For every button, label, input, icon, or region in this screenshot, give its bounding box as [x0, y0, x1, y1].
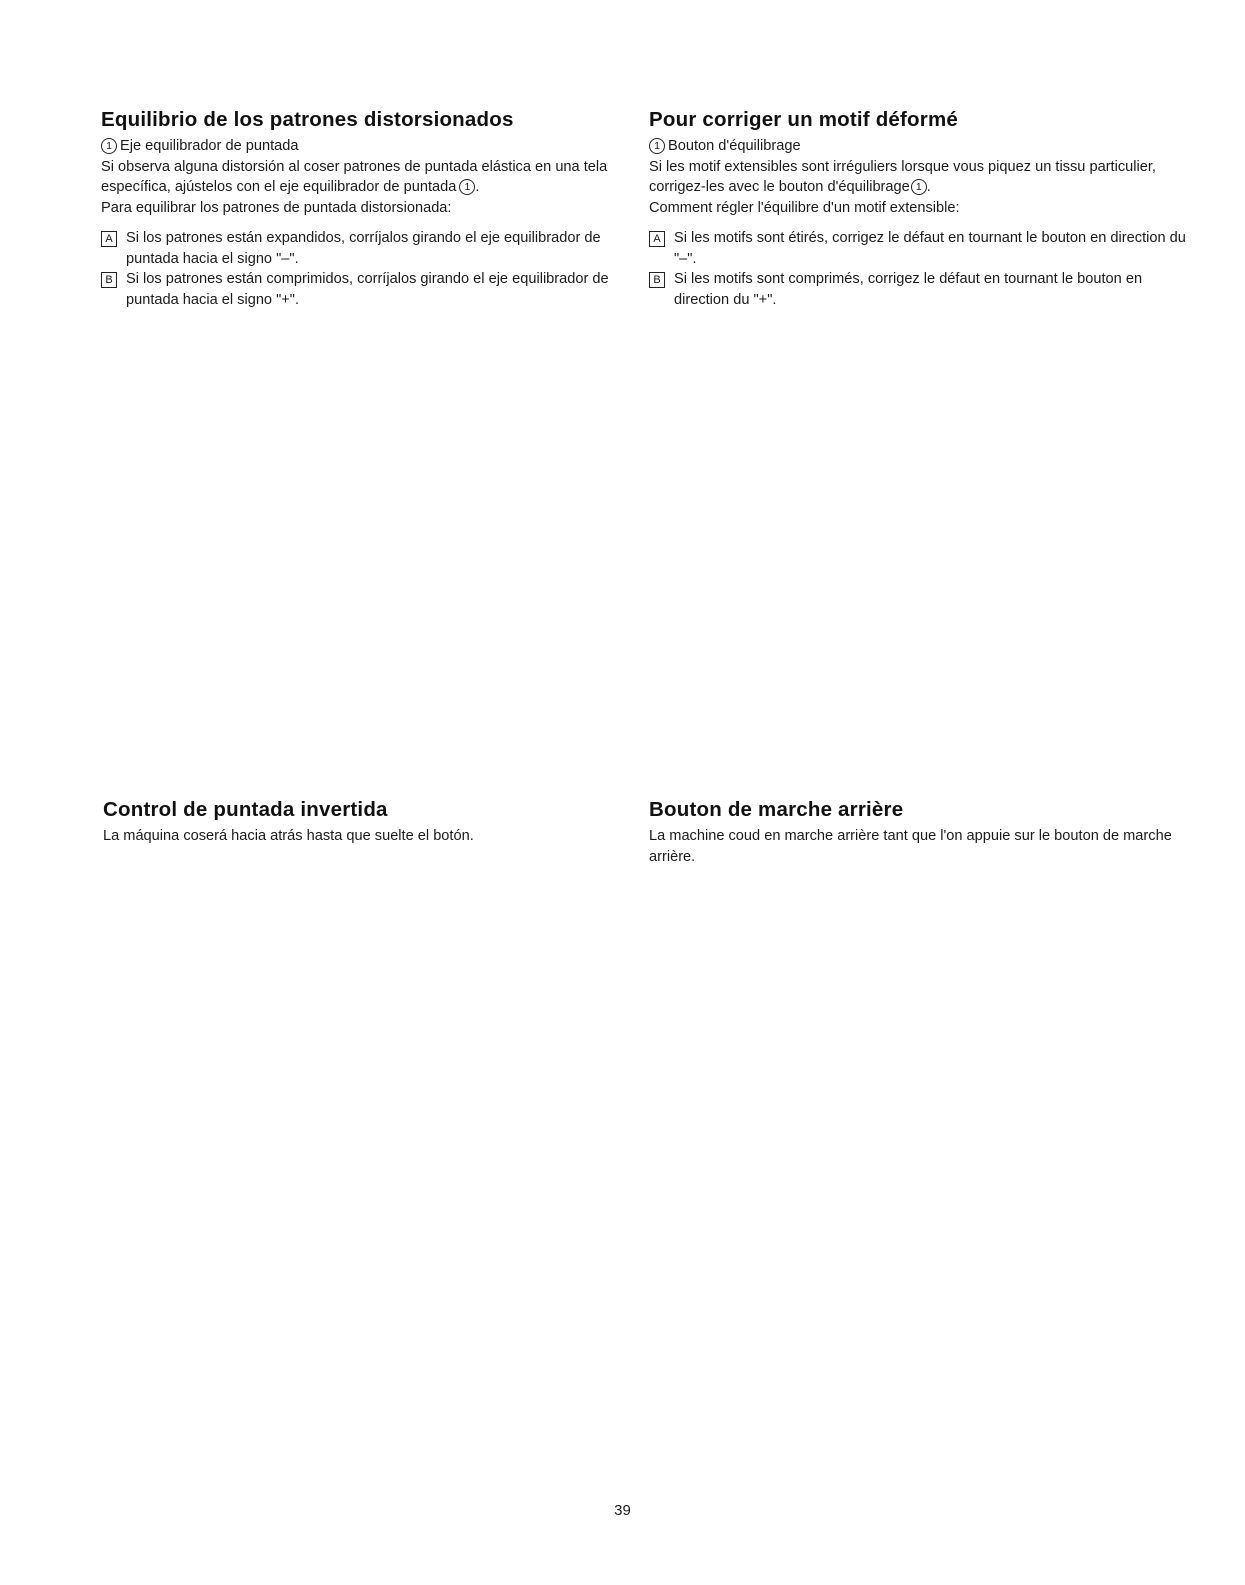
section-text: La machine coud en marche arrière tant que l'on appuie sur le bouton de marche arrière.: [649, 828, 1172, 865]
spanish-reverse-section: [103, 798, 623, 847]
item-text: Si les motifs sont étirés, corrigez le défaut en tournant le bouton en direction du "–".: [674, 230, 1186, 267]
section-title: Pour corriger un motif déformé: [649, 108, 958, 131]
intro-callout: 1: [911, 179, 927, 195]
callout-line: [101, 136, 621, 157]
callout-line: [649, 136, 1189, 157]
intro-paragraph: [101, 157, 621, 198]
list-item: [101, 228, 621, 269]
callout-label: Eje equilibrador de puntada: [120, 138, 299, 154]
section-title: Control de puntada invertida: [103, 798, 388, 821]
item-marker: A: [101, 231, 117, 247]
callout-label: Bouton d'équilibrage: [668, 138, 801, 154]
spanish-balance-section: [101, 108, 621, 310]
list-item: [101, 269, 621, 310]
item-marker: B: [101, 272, 117, 288]
page-number: 39: [614, 1502, 631, 1519]
intro-end: .: [475, 179, 480, 195]
section-title: Equilibrio de los patrones distorsionados: [101, 108, 514, 131]
instruction-text: Comment régler l'équilibre d'un motif extensible:: [649, 199, 960, 216]
section-title: Bouton de marche arrière: [649, 798, 904, 821]
callout-number: 1: [649, 138, 665, 154]
callout-number: 1: [101, 138, 117, 154]
french-reverse-section: [649, 798, 1189, 867]
intro-end: .: [926, 179, 931, 195]
item-text: Si les motifs sont comprimés, corrigez le défaut en tournant le bouton en direction du "+".: [674, 271, 1143, 308]
item-text: Si los patrones están comprimidos, corríjalos girando el eje equilibrador de puntada hacia el signo "+".: [126, 271, 609, 308]
section-text: La máquina coserá hacia atrás hasta que suelte el botón.: [103, 828, 474, 844]
list-item: [649, 269, 1189, 310]
intro-paragraph: [649, 157, 1189, 198]
item-marker: A: [649, 231, 665, 247]
intro-text: Si observa alguna distorsión al coser patrones de puntada elástica en una tela específica, ajústelos con el eje equilibrador de puntada: [101, 158, 608, 195]
list-item: [649, 228, 1189, 269]
item-text: Si los patrones están expandidos, corríjalos girando el eje equilibrador de puntada hacia el signo "–".: [126, 230, 601, 267]
french-balance-section: [649, 108, 1189, 310]
intro-text: Si les motif extensibles sont irréguliers lorsque vous piquez un tissu particulier, corrigez-les avec le bouton d'équilibrage: [649, 158, 1156, 195]
item-marker: B: [649, 272, 665, 288]
instruction-text: Para equilibrar los patrones de puntada distorsionada:: [101, 199, 452, 216]
intro-callout: 1: [459, 179, 475, 195]
